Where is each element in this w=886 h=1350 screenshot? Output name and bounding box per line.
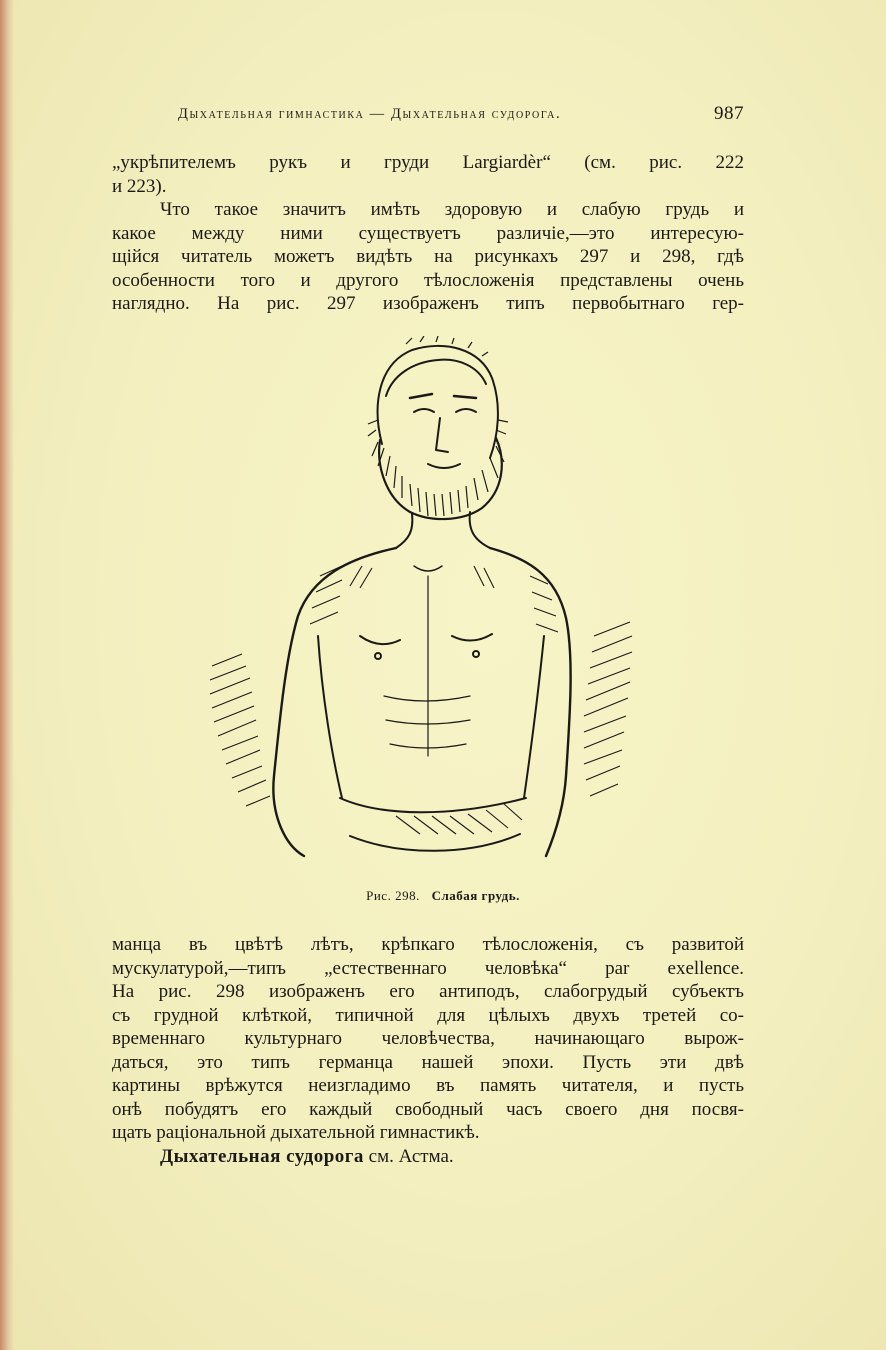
figure-title: Слабая грудь.: [431, 888, 520, 903]
text-line: какое между ними существуетъ различіе,—это интересую-: [112, 222, 744, 244]
running-header: [112, 103, 744, 131]
text-line: наглядно. На рис. 297 изображенъ типъ первобытнаго гер-: [112, 293, 744, 314]
body-text-bottom: [112, 933, 744, 1168]
text-line: щійся читатель можетъ видѣть на рисункахъ 297 и 298, гдѣ: [112, 246, 744, 267]
text-line: „укрѣпителемъ рукъ и груди Largiardèr“ (см. рис. 222: [112, 152, 744, 173]
running-title: Дыхательная гимнастика — Дыхательная судорога.: [178, 106, 562, 122]
text-line: манца въ цвѣтѣ лѣтъ, крѣпкаго тѣлосложенія, съ развитой: [112, 934, 744, 955]
text-line: временнаго культурнаго человѣчества, начинающаго вырож-: [112, 1028, 744, 1049]
text-line: мускулатурой,—типъ „естественнаго человѣка“ par exellence.: [112, 957, 744, 979]
text-line: онѣ побудятъ его каждый свободный часъ своего дня посвя-: [112, 1098, 744, 1120]
text-line: щать раціональной дыхательной гимнастикѣ.: [112, 1122, 480, 1143]
text-line: Что такое значитъ имѣть здоровую и слабую грудь и: [160, 199, 744, 220]
text-line: картины врѣжутся неизгладимо въ память читателя, и пусть: [112, 1075, 744, 1096]
figure-weak-chest: [200, 336, 640, 876]
figure-caption: [0, 888, 886, 904]
body-text-top: [112, 151, 744, 316]
text-line: даться, это типъ германца нашей эпохи. Пусть эти двѣ: [112, 1051, 744, 1073]
text-line: особенности того и другого тѣлосложенія представлены очень: [112, 269, 744, 291]
page-number: 987: [714, 103, 744, 124]
text-line: и 223).: [112, 175, 167, 197]
figure-label: Рис. 298.: [366, 888, 420, 903]
page-binding-edge: [0, 0, 14, 1350]
weak-chest-engraving-icon: [200, 336, 640, 876]
text-line: На рис. 298 изображенъ его антиподъ, слабогрудый субъектъ: [112, 981, 744, 1002]
text-line: съ грудной клѣткой, типичной для цѣлыхъ двухъ третей со-: [112, 1004, 744, 1026]
entry-headword: Дыхательная судорога: [160, 1145, 364, 1167]
entry-reference: см. Астма.: [368, 1145, 454, 1167]
dictionary-entry: [112, 1145, 744, 1169]
